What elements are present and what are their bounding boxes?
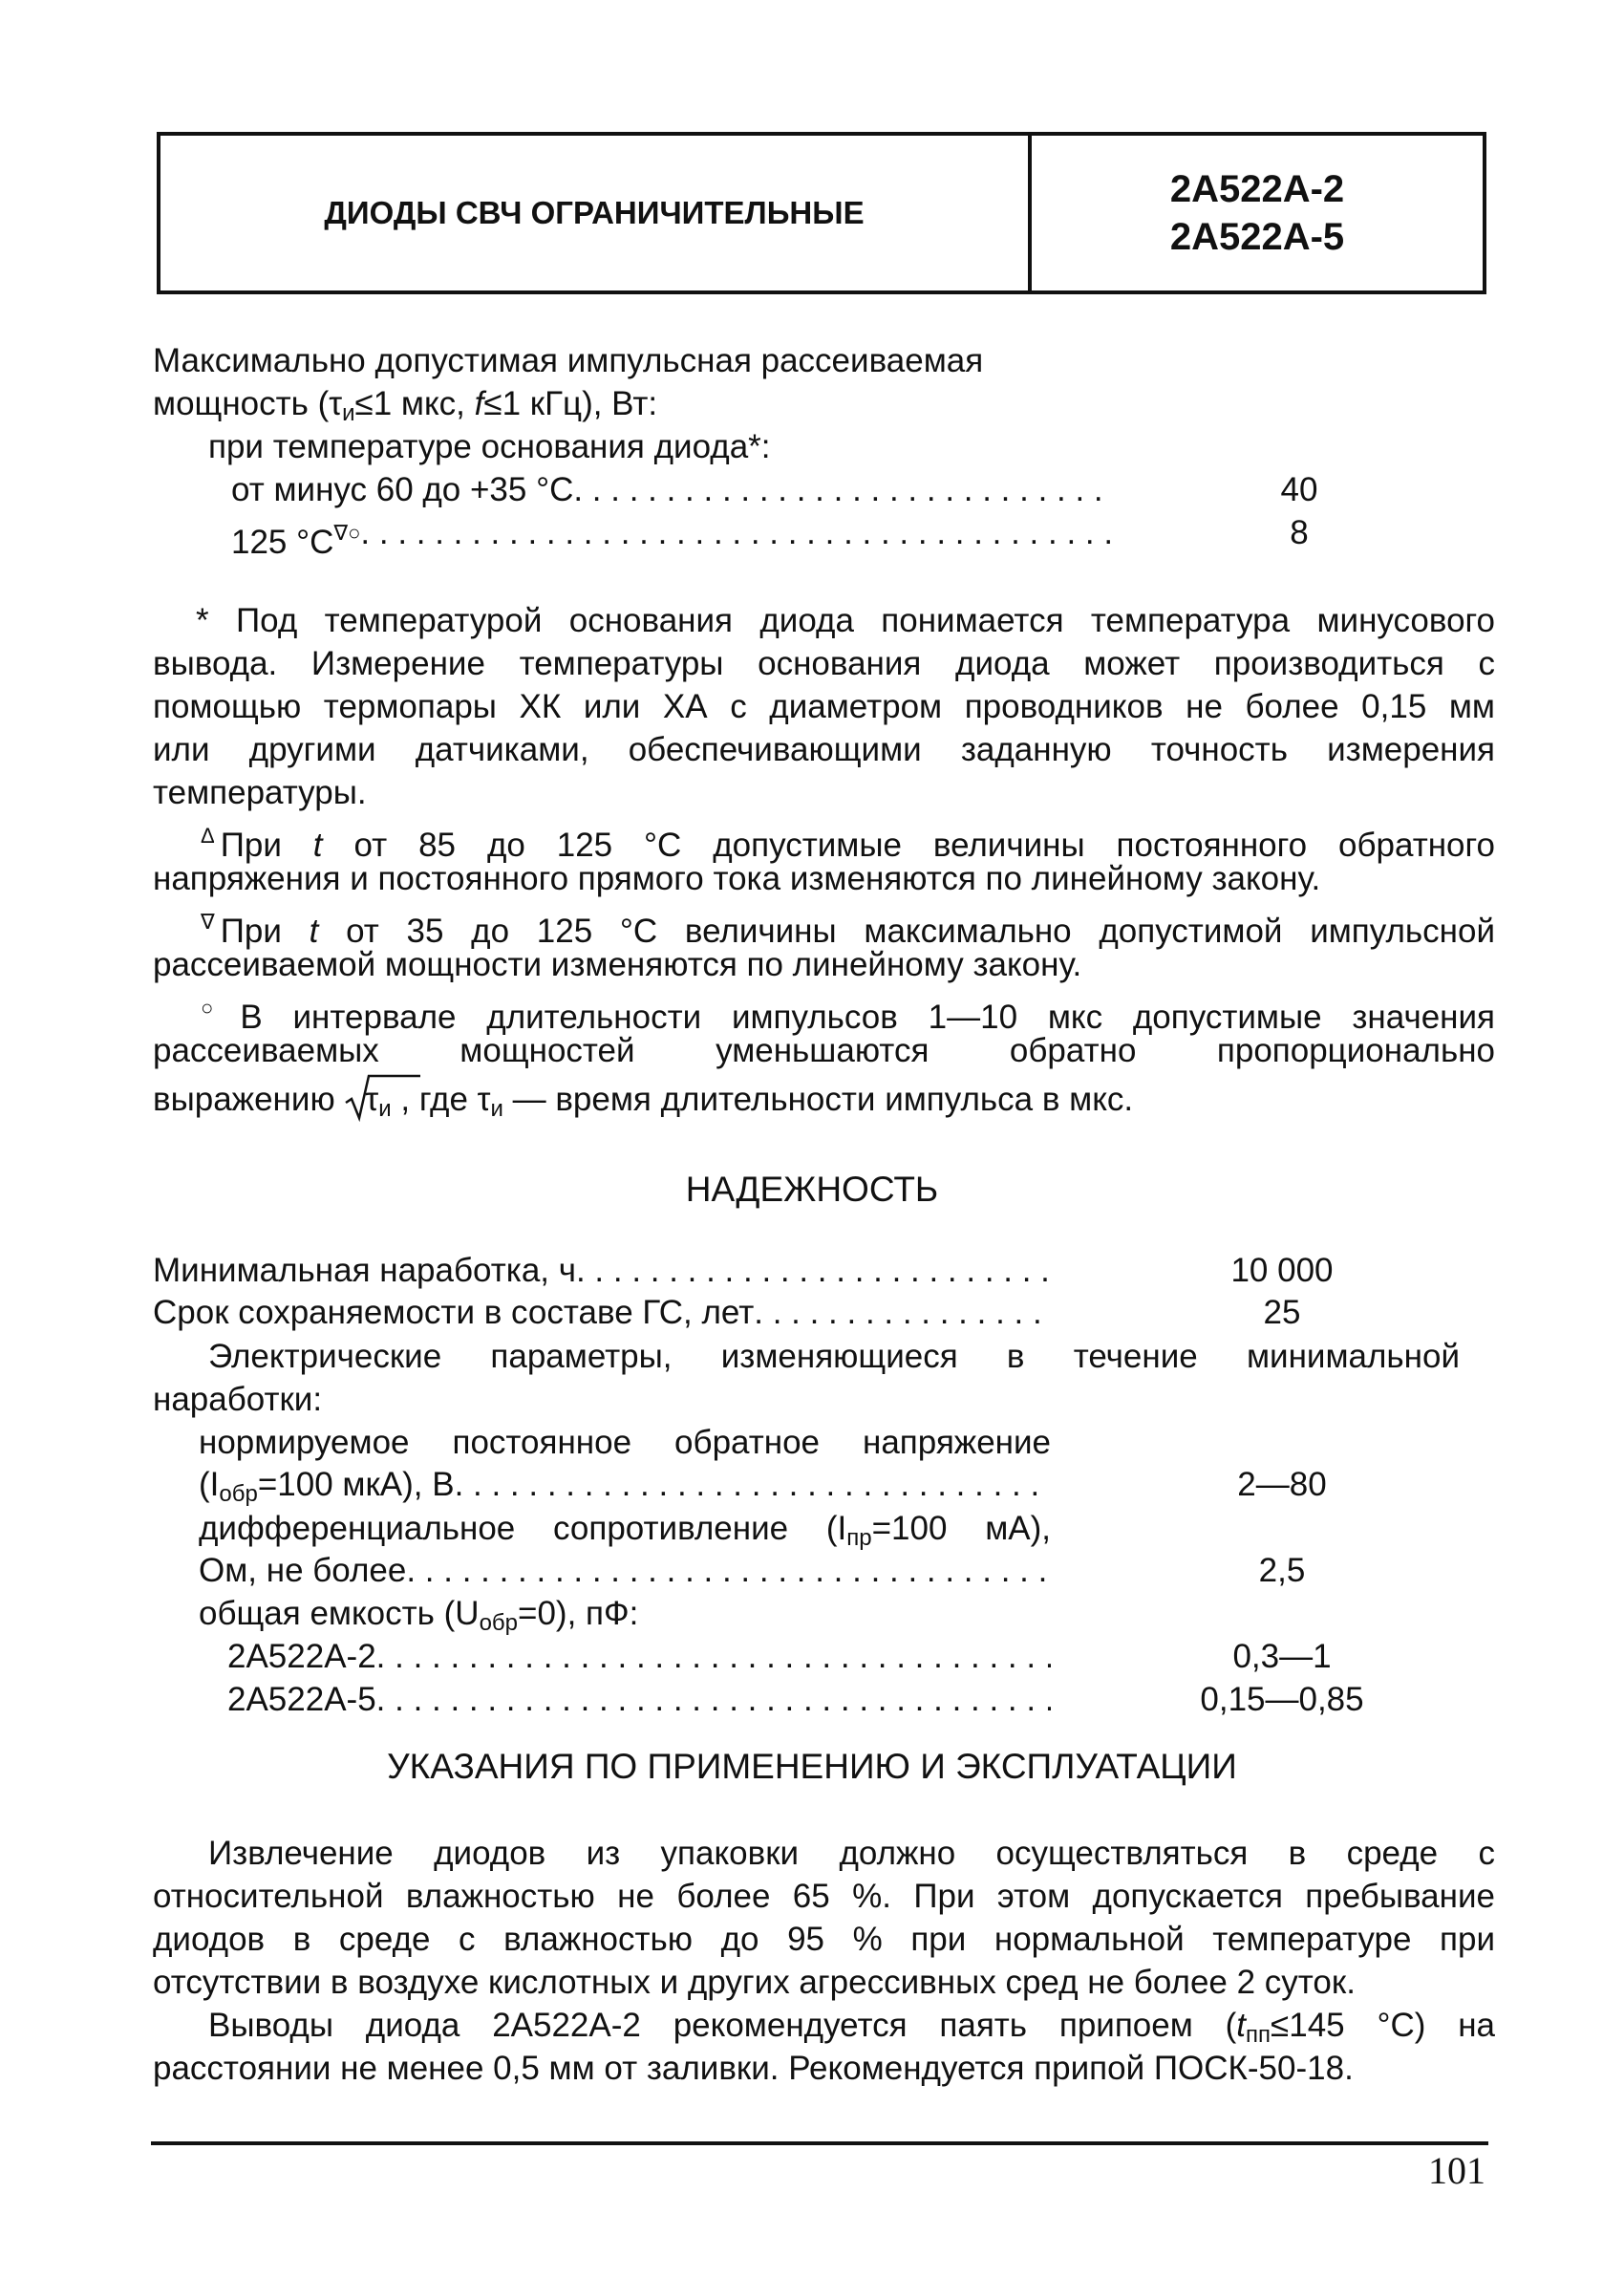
voltage-value: 2—80 [1237,1466,1327,1503]
power-row-1-value: 40 [1280,471,1318,508]
voltage-line-1: нормируемое постоянное обратное напряжение [199,1424,1051,1461]
capacitance-line: общая емкость $(U_{обр}=0)$, пФ: [199,1595,639,1636]
power-row-1: от минус 60 до +35 °С . . . [231,469,1110,511]
params-line-1: Электрические параметры, изменяющиеся в течение минимальной [208,1338,1460,1375]
usage-p1-line-4: отсутствии в воздухе кислотных и других агрессивных сред не более 2 суток. [153,1964,1356,2001]
power-line-3: при температуре основания диода*: [208,428,771,465]
usage-p2-line-2: расстоянии не менее 0,5 мм от заливки. Рекомендуется припой ПОСК-50-18. [153,2050,1354,2087]
header-box [157,132,1486,294]
note-delta-line-1: $^\Delta$ При t от 85 до 125 °С допустимые величины постоянного обратного [201,824,1495,864]
reliability-heading: НАДЕЖНОСТЬ [685,1170,939,1209]
power-line-1: Максимально допустимая импульсная рассеиваемая [153,342,984,379]
header-model-1: 2А522А-2 [1169,168,1345,210]
usage-p1-line-1: Извлечение диодов из упаковки должно осуществляться в среде с [208,1835,1495,1872]
params-line-2: наработки: [153,1381,323,1418]
header-models [1032,136,1483,290]
note-circle-line-1: ○ В интервале длительности импульсов 1—10 мкс допустимые значения [201,996,1495,1036]
note-star-line-4: или другими датчиками, обеспечивающими заданную точность измерения [153,731,1495,768]
cap-row-1-value: 0,3—1 [1232,1638,1332,1675]
usage-p1-line-3: диодов в среде с влажностью до 95 % при нормальной температуре при [153,1921,1495,1958]
usage-p1-line-2: относительной влажностью не более 65 %. При этом допускается пребывание [153,1878,1495,1915]
note-star-line-1: * Под температурой основания диода понимается температура минусового [196,602,1495,639]
usage-p2-line-1: Выводы диода 2А522А-2 рекомендуется паять припоем ($t_{пп}\le 145$ °С) на [208,2007,1496,2048]
resist-row: Ом, не более . . . [199,1550,1051,1592]
resist-value: 2,5 [1258,1552,1306,1589]
storage-value: 25 [1263,1294,1301,1331]
power-line-2: мощность ($\tau_и\le 1$ мкс, f≤1 кГц), Вт: [153,385,658,426]
cap-row-2-value: 0,15—0,85 [1200,1681,1364,1718]
sqrt-symbol: $\tau_и$ [344,1078,391,1130]
note-delta-line-2: напряжения и постоянного прямого тока изменяются по линейному закону. [153,860,1321,897]
header-model-2: 2А522А-5 [1169,216,1345,258]
header-title: ДИОДЫ СВЧ ОГРАНИЧИТЕЛЬНЫЕ [160,136,1032,290]
min-life-value: 10 000 [1230,1252,1334,1289]
note-star-line-3: помощью термопары ХК или ХА с диаметром проводников не более 0,15 мм [153,688,1495,725]
note-circle-line-2: рассеиваемых мощностей уменьшаются обратно пропорционально [153,1032,1495,1069]
note-circle-line-3: выражению $\tau_и$ , где $\tau_и$ — время длительности импульса в мкс. [153,1078,1133,1130]
cap-row-2: 2А522А-5 . . . [227,1679,1051,1721]
storage-row: Срок сохраняемости в составе ГС, лет . . . [153,1292,1051,1334]
note-nabla-line-1: ∇ При t от 35 до 125 °С величины максимально допустимой импульсной [201,910,1495,950]
resist-line-1: дифференциальное сопротивление ($I_{пр}=100$ мА), [199,1510,1051,1551]
power-row-2-value: 8 [1290,514,1309,551]
note-nabla-line-2: рассеиваемой мощности изменяются по линейному закону. [153,946,1082,983]
footer-rule [151,2141,1488,2145]
power-row-2: 125 °С∇○ . . . [231,512,1110,564]
cap-row-1: 2А522А-2 . . . [227,1636,1051,1678]
note-star-line-2: вывода. Измерение температуры основания диода может производиться с [153,645,1495,682]
usage-heading: УКАЗАНИЯ ПО ПРИМЕНЕНИЮ И ЭКСПЛУАТАЦИИ [387,1747,1237,1786]
min-life-row: Минимальная наработка, ч . . . [153,1250,1051,1292]
note-star-line-5: температуры. [153,774,367,811]
voltage-row: ($I_{обр}=100$ мкА), В . . . [199,1464,1051,1516]
page-number: 101 [1428,2149,1485,2192]
